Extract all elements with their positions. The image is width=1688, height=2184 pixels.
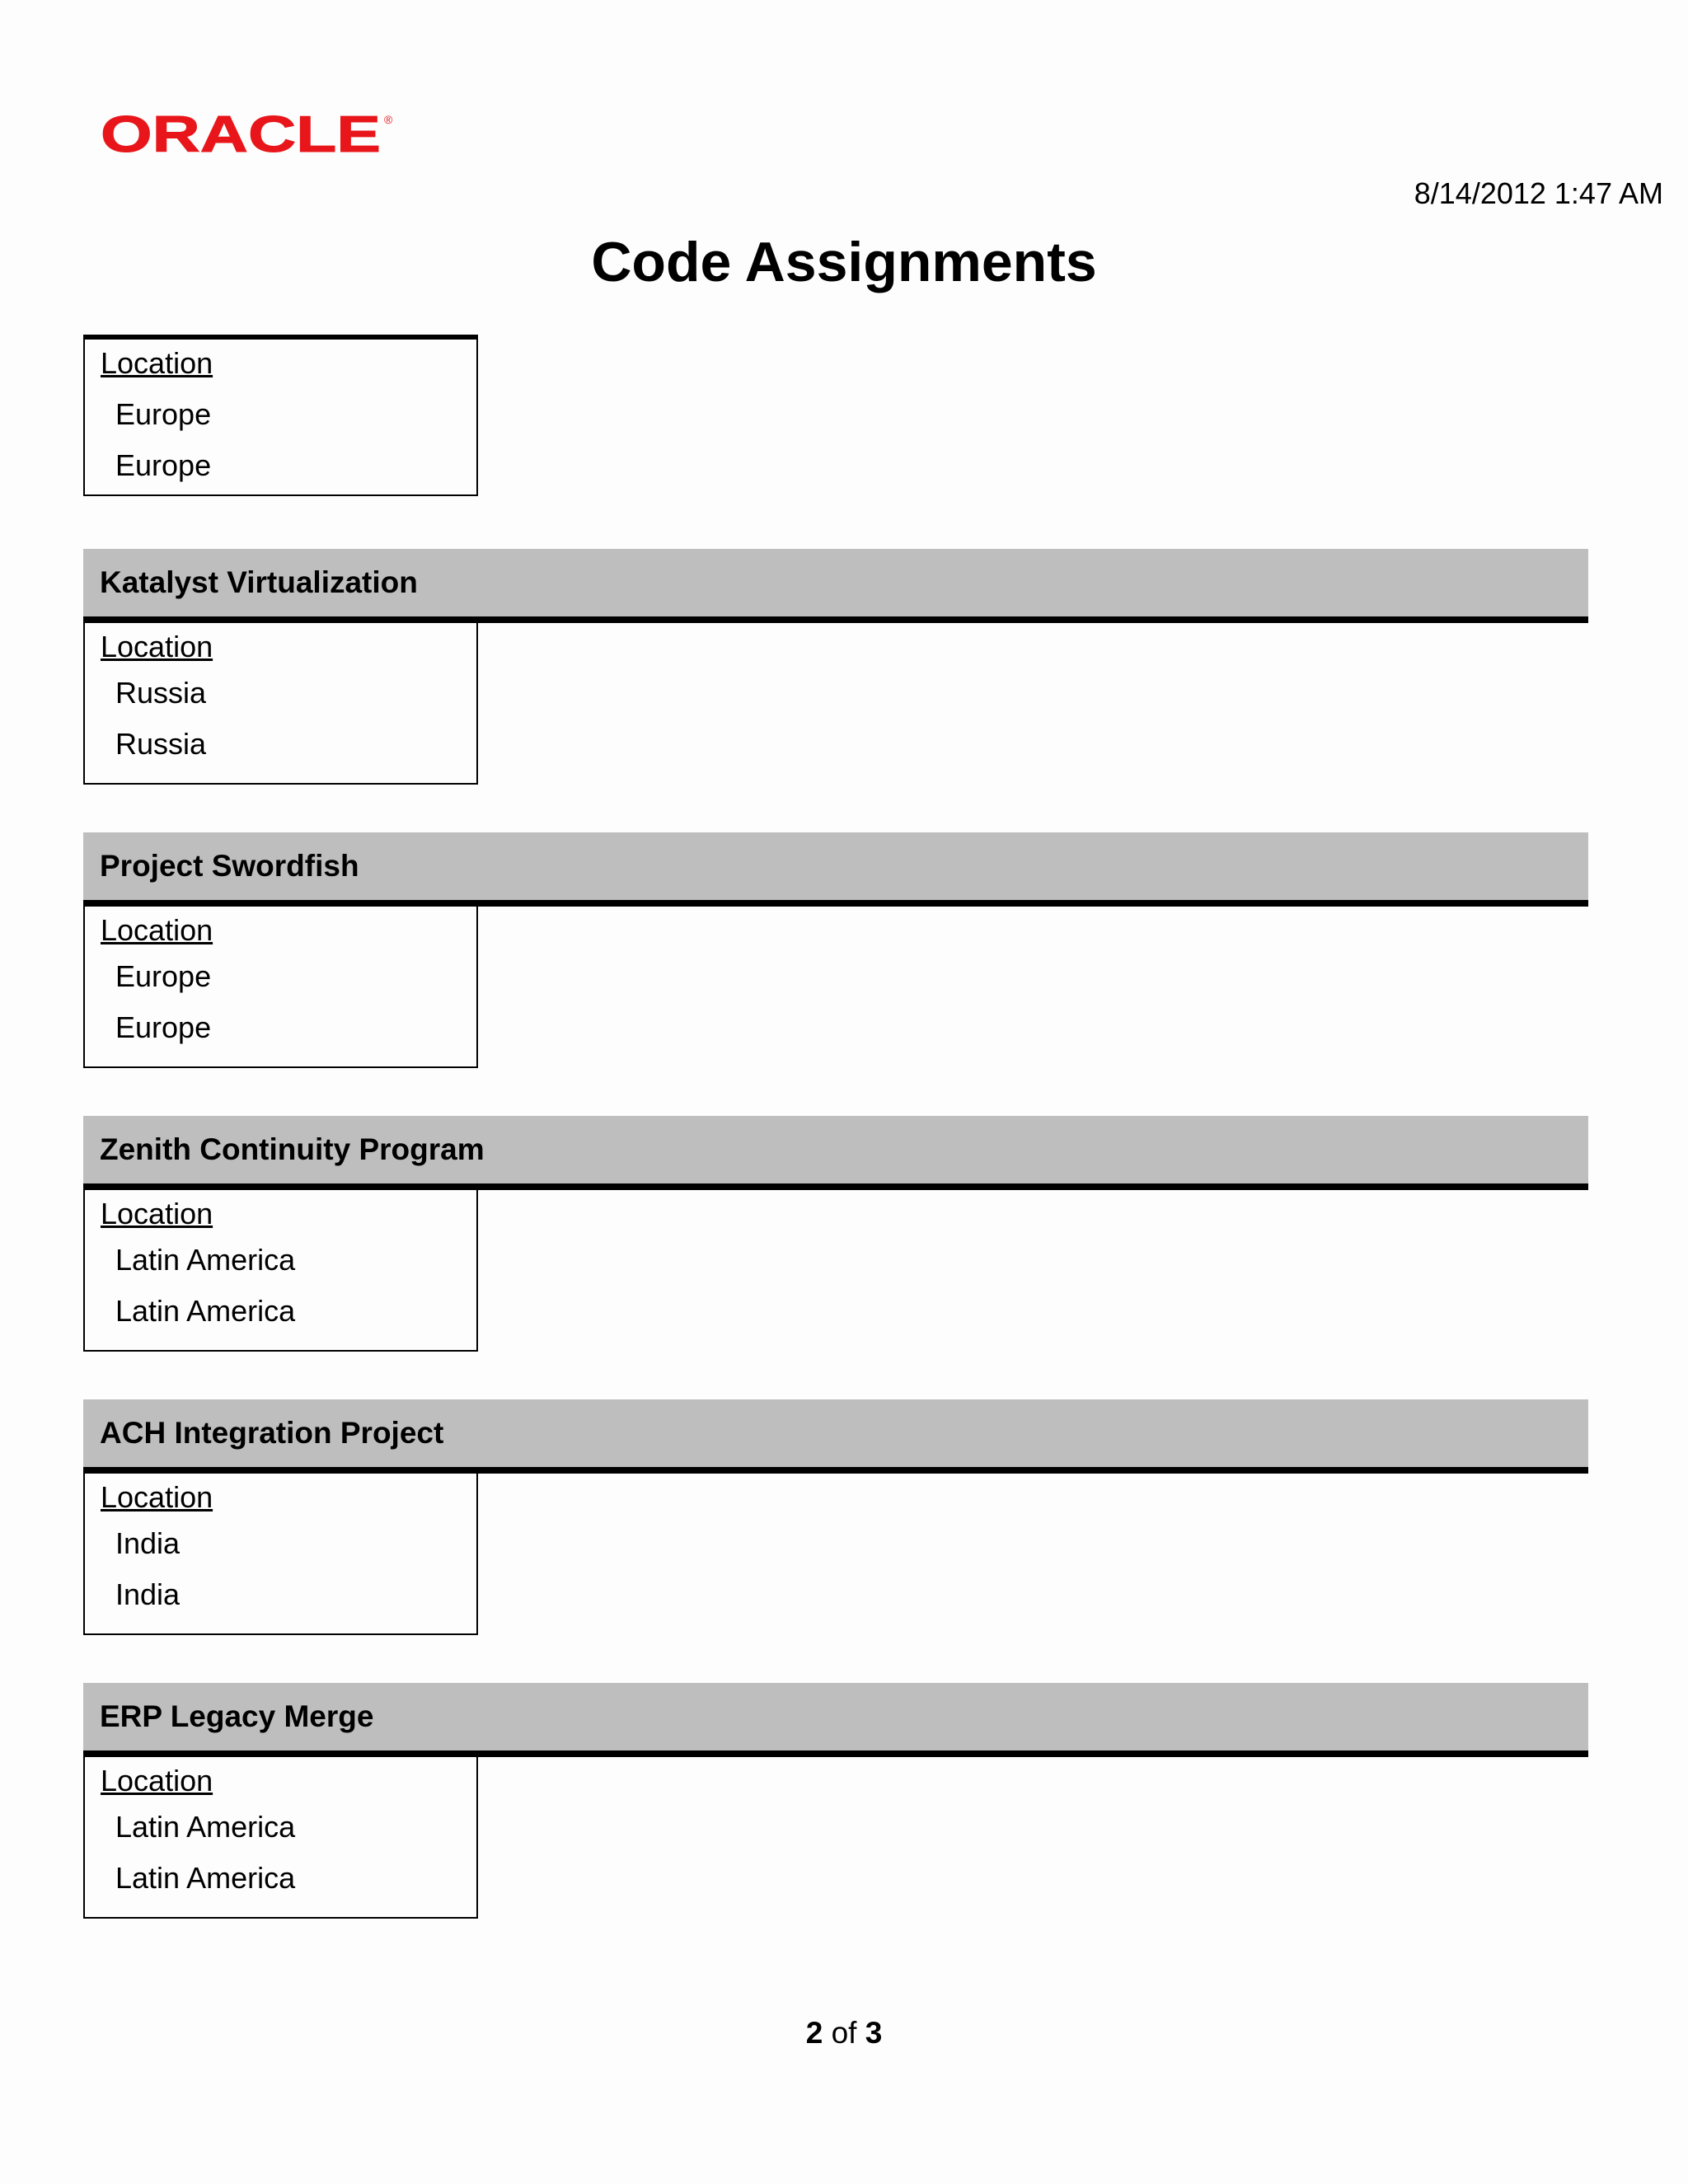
code-block (83, 907, 478, 1068)
project-header (83, 1399, 1588, 1474)
project-name: ERP Legacy Merge (100, 1699, 374, 1733)
page-indicator (0, 2016, 1688, 2050)
code-value: India (115, 1526, 181, 1560)
code-value: Europe (115, 448, 212, 482)
page-current: 2 (805, 2016, 823, 2050)
code-label: Location (101, 346, 213, 380)
code-value: Europe (115, 1010, 212, 1044)
page-sep: of (831, 2016, 857, 2050)
report-timestamp: 8/14/2012 1:47 AM (1414, 176, 1663, 210)
code-label: Location (101, 1764, 213, 1797)
page-title: Code Assignments (591, 231, 1097, 293)
code-value: Europe (115, 959, 212, 993)
code-value: Latin America (115, 1243, 296, 1277)
project-header (83, 1116, 1588, 1190)
code-value: Latin America (115, 1810, 296, 1844)
code-block (83, 623, 478, 785)
code-label: Location (101, 1480, 213, 1514)
code-value: Latin America (115, 1294, 296, 1328)
code-block-continued (83, 335, 478, 496)
project-header (83, 549, 1588, 623)
oracle-logo (101, 109, 397, 158)
svg-text:®: ® (384, 113, 393, 126)
code-value: India (115, 1577, 181, 1611)
project-name: Katalyst Virtualization (100, 565, 418, 599)
code-label: Location (101, 1197, 213, 1230)
code-block (83, 1190, 478, 1352)
svg-text:ORACLE: ORACLE (101, 109, 381, 158)
project-name: Zenith Continuity Program (100, 1132, 485, 1166)
project-header (83, 1683, 1588, 1757)
project-name: ACH Integration Project (100, 1416, 444, 1450)
code-value: Russia (115, 727, 207, 761)
code-value: Russia (115, 676, 207, 710)
project-header (83, 832, 1588, 907)
code-block (83, 1474, 478, 1635)
code-label: Location (101, 913, 213, 947)
code-block (83, 1757, 478, 1919)
code-label: Location (101, 630, 213, 663)
page-total: 3 (865, 2016, 883, 2050)
code-value: Latin America (115, 1861, 296, 1895)
project-name: Project Swordfish (100, 849, 359, 883)
code-value: Europe (115, 397, 212, 431)
